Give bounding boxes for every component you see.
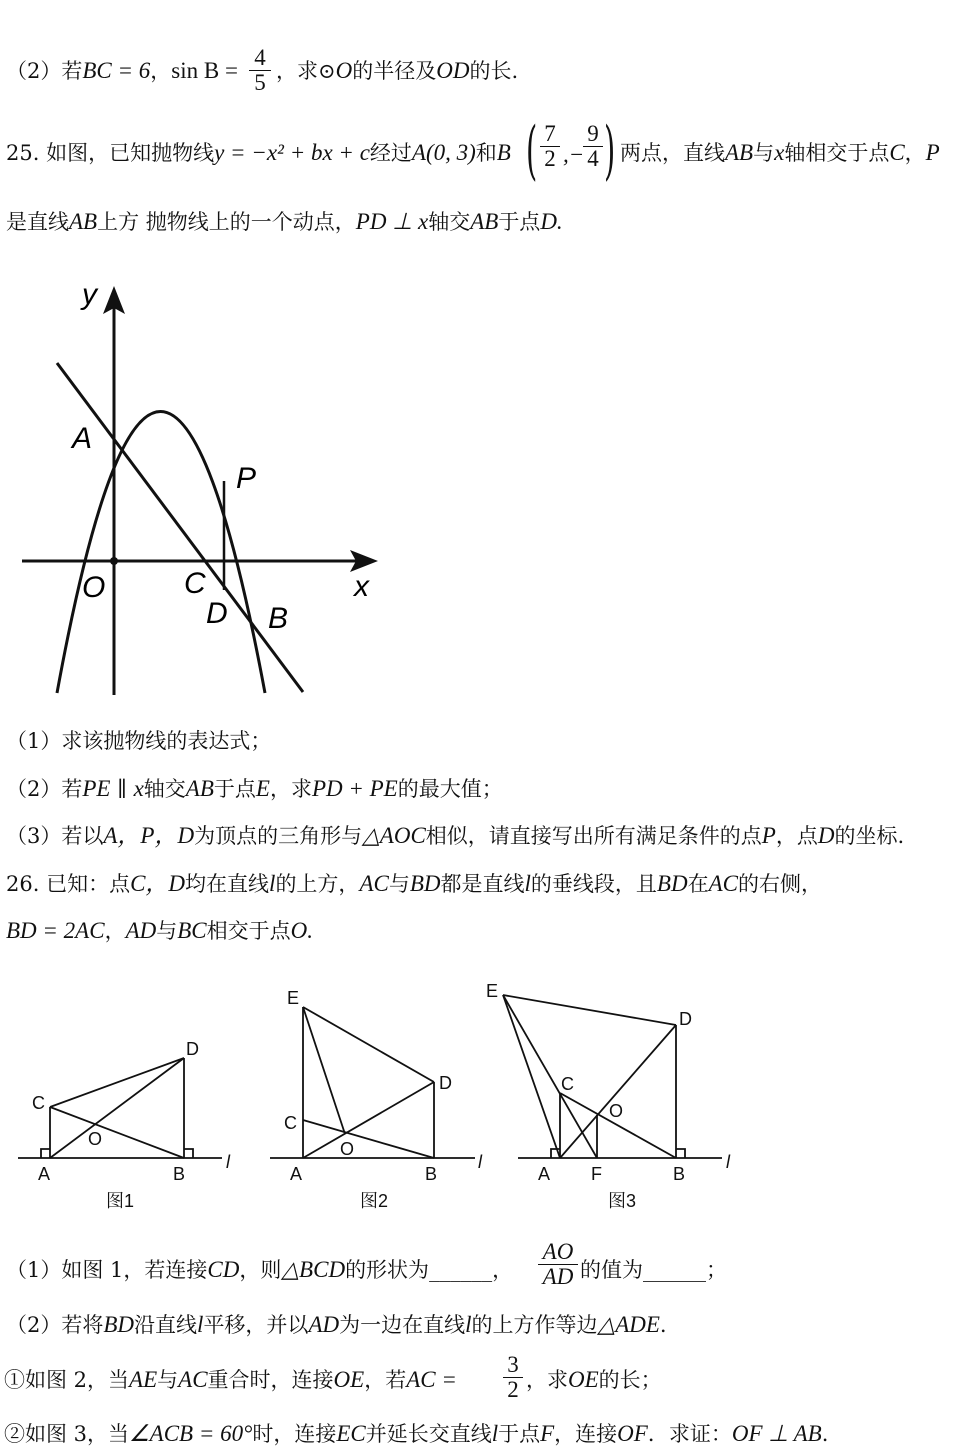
answer-blank-ratio[interactable]: ______: [643, 1258, 706, 1282]
fig1-caption: 图1: [106, 1191, 135, 1211]
fig2-labels: [284, 988, 483, 1211]
label-y: y: [82, 278, 97, 311]
fig3-ED: [503, 995, 676, 1025]
fig3-label-B: B: [673, 1164, 686, 1184]
fig3-label-D: D: [679, 1009, 692, 1029]
q25-comma-minus: ,−: [563, 142, 585, 167]
fig1-AD: [50, 1058, 184, 1158]
fig1-label-A: A: [38, 1164, 51, 1184]
fig3-label-E: E: [486, 981, 499, 1001]
fig3-EA: [503, 995, 560, 1158]
q26-line2: BD = 2AC，AD与BC相交于点O.: [6, 918, 314, 943]
fig1-labels: [32, 1039, 231, 1211]
q26-part1: （1）如图 1，若连接CD，则△BCD的形状为______，: [6, 1257, 514, 1282]
fig2-EO: [303, 1007, 345, 1134]
q25-line1-rest: 两点，直线AB与x轴相交于点C，P: [620, 140, 940, 165]
fig2-label-C: C: [284, 1113, 297, 1133]
q25-parabola-figure: [0, 270, 400, 700]
fig1-CD: [50, 1058, 184, 1107]
q26-AC-fraction: $\frac{3}{2}$: [503, 1353, 523, 1402]
label-P: P: [236, 462, 257, 495]
fig2-label-D: D: [439, 1073, 452, 1093]
fig2-CB: [303, 1120, 434, 1158]
q26-part1-rest: 的值为______；: [580, 1258, 727, 1282]
label-x: x: [354, 570, 369, 603]
fig1-label-C: C: [32, 1093, 45, 1113]
fig3-labels: [486, 981, 731, 1211]
fig3-AD: [560, 1025, 676, 1158]
fig1-label-D: D: [186, 1039, 199, 1059]
q25-bx-fraction: $\frac{7}{2}$: [540, 122, 560, 171]
q26-sub2: ②如图 3，当∠ACB = 60°时，连接EC并延长交直线l于点F，连接OF．求证：OF ⊥ AB.: [4, 1421, 829, 1446]
q26-figures: [0, 975, 968, 1215]
label-O: O: [82, 571, 106, 604]
label-B: B: [268, 602, 289, 635]
q25-left-paren: (: [526, 114, 538, 188]
fig3-label-l: l: [726, 1152, 730, 1172]
fig1-right-angle-B: [184, 1149, 193, 1158]
q25-part2: （2）若PE ∥ x轴交AB于点E，求PD + PE的最大值；: [6, 776, 503, 801]
fig3-label-A: A: [538, 1164, 551, 1184]
fig2-label-B: B: [425, 1164, 438, 1184]
fig2-label-l: l: [478, 1152, 482, 1172]
fig2-label-A: A: [290, 1164, 303, 1184]
fig3-right-angle-B: [676, 1149, 685, 1158]
q26-sub1-rest: ，求OE的长；: [526, 1367, 662, 1392]
fig1-CB: [50, 1107, 184, 1158]
fig1-label-l: l: [226, 1152, 230, 1172]
q26-figure-1: [18, 1058, 222, 1158]
q24-part2-rest: ，求⊙O的半径及OD的长.: [276, 58, 519, 83]
fig2-label-E: E: [287, 988, 300, 1008]
q25-line1: 25. 如图，已知抛物线y = −x² + bx + c经过A(0, 3)和B: [6, 140, 511, 165]
answer-blank-shape[interactable]: ______: [429, 1258, 493, 1282]
fig3-label-F: F: [591, 1164, 602, 1184]
fig1-label-B: B: [173, 1164, 186, 1184]
q26-AO-AD-fraction: $\frac{AO}{AD}$: [538, 1240, 578, 1289]
q26-sub1: ①如图 2，当AE与AC重合时，连接OE，若AC =: [4, 1367, 457, 1392]
q24-part2-line: （2）若BC = 6，sin B =: [6, 58, 238, 83]
q24-sin-fraction: $\frac{4}{5}$: [249, 46, 271, 95]
fig3-EF: [503, 995, 597, 1158]
fig3-label-C: C: [561, 1074, 574, 1094]
fig2-AD: [303, 1082, 434, 1158]
q25-line2: 是直线AB上方 抛物线上的一个动点，PD ⊥ x轴交AB于点D.: [6, 209, 563, 234]
fig3-label-O: O: [609, 1101, 624, 1121]
origin-dot: [110, 557, 118, 565]
fig2-ED: [303, 1007, 434, 1082]
label-A: A: [72, 422, 93, 455]
fig3-caption: 图3: [608, 1191, 637, 1211]
q25-part3: （3）若以A，P，D为顶点的三角形与△AOC相似，请直接写出所有满足条件的点P，点D的坐标.: [6, 823, 905, 848]
q25-part1: （1）求该抛物线的表达式；: [6, 729, 272, 753]
fig1-label-O: O: [88, 1129, 103, 1149]
q26-line1: 26. 已知：点C，D均在直线l的上方，AC与BD都是直线l的垂线段，且BD在AC的右侧，: [6, 871, 822, 896]
q25-by-fraction: $\frac{9}{4}$: [583, 122, 603, 171]
q26-part2: （2）若将BD沿直线l平移，并以AD为一边在直线l的上方作等边△ADE.: [6, 1312, 667, 1337]
label-D: D: [206, 597, 228, 630]
fig1-right-angle-A: [41, 1149, 50, 1158]
q25-right-paren: ): [604, 114, 616, 188]
label-C: C: [184, 567, 206, 600]
fig2-caption: 图2: [360, 1191, 389, 1211]
fig2-label-O: O: [340, 1139, 355, 1159]
